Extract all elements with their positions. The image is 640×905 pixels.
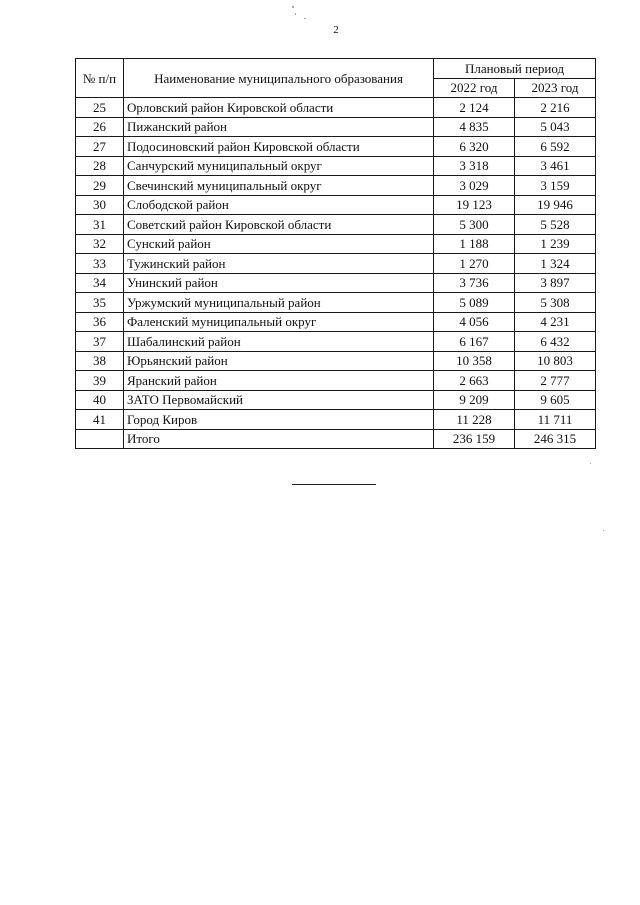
table-row <box>76 195 596 215</box>
value-2023: 11 711 <box>515 410 596 430</box>
value-2022: 9 209 <box>434 390 515 410</box>
value-2023: 1 239 <box>515 234 596 254</box>
value-2022: 2 124 <box>434 98 515 118</box>
municipality-name: Советский район Кировской области <box>124 215 434 235</box>
row-number: 35 <box>76 293 124 313</box>
table-row <box>76 156 596 176</box>
value-2023: 4 231 <box>515 312 596 332</box>
table-row <box>76 312 596 332</box>
row-number: 32 <box>76 234 124 254</box>
total-row <box>76 429 596 449</box>
value-2023: 10 803 <box>515 351 596 371</box>
row-number: 33 <box>76 254 124 274</box>
municipality-name: Слободской район <box>124 195 434 215</box>
row-number: 39 <box>76 371 124 391</box>
value-2022: 5 300 <box>434 215 515 235</box>
page-number: 2 <box>333 24 339 36</box>
total-number <box>76 429 124 449</box>
value-2022: 3 029 <box>434 176 515 196</box>
row-number: 27 <box>76 137 124 157</box>
table-row <box>76 390 596 410</box>
municipality-name: Подосиновский район Кировской области <box>124 137 434 157</box>
row-number: 41 <box>76 410 124 430</box>
value-2022: 19 123 <box>434 195 515 215</box>
total-2023: 246 315 <box>515 429 596 449</box>
table-row <box>76 351 596 371</box>
row-number: 37 <box>76 332 124 352</box>
table-row <box>76 293 596 313</box>
value-2023: 6 592 <box>515 137 596 157</box>
table-row <box>76 137 596 157</box>
row-number: 34 <box>76 273 124 293</box>
row-number: 30 <box>76 195 124 215</box>
scan-speck <box>292 6 294 8</box>
value-2023: 5 528 <box>515 215 596 235</box>
scan-speck <box>304 18 306 19</box>
value-2023: 3 897 <box>515 273 596 293</box>
value-2022: 5 089 <box>434 293 515 313</box>
row-number: 31 <box>76 215 124 235</box>
value-2023: 5 043 <box>515 117 596 137</box>
header-period: Плановый период <box>434 59 596 79</box>
municipality-name: Пижанский район <box>124 117 434 137</box>
row-number: 25 <box>76 98 124 118</box>
table-row <box>76 215 596 235</box>
row-number: 38 <box>76 351 124 371</box>
scan-speck <box>590 463 591 464</box>
scan-speck <box>603 530 604 531</box>
row-number: 29 <box>76 176 124 196</box>
header-name: Наименование муниципального образования <box>124 59 434 98</box>
end-separator-line <box>292 484 376 485</box>
municipality-name: ЗАТО Первомайский <box>124 390 434 410</box>
municipality-name: Шабалинский район <box>124 332 434 352</box>
table-header <box>76 59 596 98</box>
table-body <box>76 98 596 449</box>
value-2022: 10 358 <box>434 351 515 371</box>
value-2023: 1 324 <box>515 254 596 274</box>
municipality-name: Санчурский муниципальный округ <box>124 156 434 176</box>
value-2022: 4 056 <box>434 312 515 332</box>
value-2023: 6 432 <box>515 332 596 352</box>
value-2023: 3 159 <box>515 176 596 196</box>
scan-speck <box>295 13 296 15</box>
row-number: 28 <box>76 156 124 176</box>
value-2023: 2 777 <box>515 371 596 391</box>
municipality-name: Унинский район <box>124 273 434 293</box>
value-2022: 6 167 <box>434 332 515 352</box>
row-number: 40 <box>76 390 124 410</box>
value-2023: 9 605 <box>515 390 596 410</box>
budget-table <box>75 58 596 449</box>
value-2022: 6 320 <box>434 137 515 157</box>
table-row <box>76 332 596 352</box>
value-2023: 3 461 <box>515 156 596 176</box>
table-row <box>76 117 596 137</box>
header-year-2023: 2023 год <box>515 78 596 98</box>
total-label: Итого <box>124 429 434 449</box>
value-2023: 5 308 <box>515 293 596 313</box>
header-num: № п/п <box>76 59 124 98</box>
municipality-name: Орловский район Кировской области <box>124 98 434 118</box>
municipality-name: Уржумский муниципальный район <box>124 293 434 313</box>
row-number: 36 <box>76 312 124 332</box>
municipality-name: Юрьянский район <box>124 351 434 371</box>
municipality-name: Свечинский муниципальный округ <box>124 176 434 196</box>
value-2022: 4 835 <box>434 117 515 137</box>
total-2022: 236 159 <box>434 429 515 449</box>
table-row <box>76 176 596 196</box>
value-2022: 1 188 <box>434 234 515 254</box>
header-row-top <box>76 59 596 79</box>
row-number: 26 <box>76 117 124 137</box>
value-2023: 2 216 <box>515 98 596 118</box>
table-row <box>76 98 596 118</box>
table-row <box>76 371 596 391</box>
value-2023: 19 946 <box>515 195 596 215</box>
municipality-name: Сунский район <box>124 234 434 254</box>
value-2022: 2 663 <box>434 371 515 391</box>
value-2022: 3 318 <box>434 156 515 176</box>
municipality-name: Фаленский муниципальный округ <box>124 312 434 332</box>
table-row <box>76 234 596 254</box>
table-row <box>76 410 596 430</box>
value-2022: 11 228 <box>434 410 515 430</box>
municipality-name: Тужинский район <box>124 254 434 274</box>
municipality-name: Яранский район <box>124 371 434 391</box>
table-row <box>76 254 596 274</box>
municipality-name: Город Киров <box>124 410 434 430</box>
header-year-2022: 2022 год <box>434 78 515 98</box>
value-2022: 1 270 <box>434 254 515 274</box>
value-2022: 3 736 <box>434 273 515 293</box>
table-row <box>76 273 596 293</box>
